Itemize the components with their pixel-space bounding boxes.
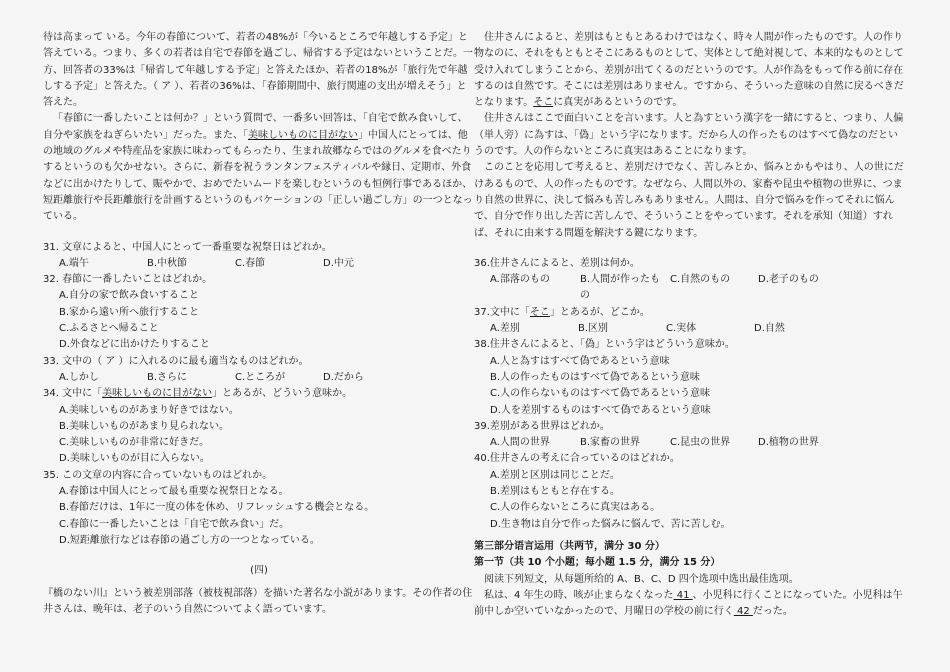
option-c[interactable]: C.人の作らないものはすべて偽であるという意味 (490, 388, 710, 400)
right-paragraph-1: 住井さんによると、差別はもともとあるわけではなく、時々人間が作ったものです。人の作り物なのに、それをもともとそこにあるものとして、実体として絶対視して、本来的なものとして受け入れてしまうことから、差別が出てくるのだというのです。人が作為をもって作る前に存在するのは自然です。そこには差別はありません。ですから、そういった意味の自然に戻るべきだとなります。そこに真実があるというのです。 (474, 32, 904, 109)
option-a[interactable]: A.美味しいものがあまり好きではない。 (59, 404, 239, 416)
option-a[interactable]: A.差別と区別は同じことだ。 (490, 469, 620, 481)
option-c[interactable]: C.春節に一番したいことは「自宅で飲み食い」だ。 (59, 518, 290, 530)
option-a[interactable]: A.端午 (59, 257, 89, 269)
underlined-phrase: 美味しいものに目がない (248, 129, 358, 141)
question-35 (43, 468, 475, 549)
option-d[interactable]: D.植物の世界 (758, 437, 819, 449)
option-d[interactable]: D.美味しいものが目に入らない。 (59, 453, 210, 465)
option-d[interactable]: D.人を差別するものはすべて偽であるという意味 (490, 404, 711, 416)
underlined-phrase: そこ (529, 306, 550, 318)
left-column (43, 30, 475, 618)
blank-42: 42 (733, 606, 753, 618)
question-39 (474, 419, 906, 452)
option-a[interactable]: A.差別 (490, 323, 520, 335)
part-three-title: 第三部分语言运用（共两节，满分 30 分） (474, 540, 665, 552)
blank-41: 41 (673, 589, 693, 601)
option-b[interactable]: B.中秋節 (147, 257, 188, 269)
question-stem: 39.差別がある世界はどれか。 (474, 420, 610, 432)
option-d[interactable]: D.短距離旅行などは春節の過ごし方の一つとなっている。 (59, 534, 320, 546)
question-stem: 35. この文章の内容に合っていないものはどれか。 (43, 469, 273, 481)
option-c[interactable]: C.ふるさとへ帰ること (59, 323, 159, 335)
question-stem: 32. 春節に一番したいことはどれか。 (43, 274, 213, 286)
option-c[interactable]: C.人の作らないところに真実はある。 (490, 502, 661, 514)
right-column (474, 30, 906, 620)
option-d[interactable]: D.だから (323, 371, 364, 383)
option-b[interactable]: B.家畜の世界 (580, 437, 641, 449)
question-32 (43, 272, 475, 353)
underlined-phrase: そこ (533, 97, 554, 109)
cloze-paragraph: 私は、4 年生の時、咳が止まらなくなった 41 、小児科に行くことになっていた。小児科は午前中しか空いていなかったので、月曜日の学校の前に行く 42 だった。 (474, 589, 903, 618)
question-33 (43, 354, 475, 387)
option-d[interactable]: D.中元 (323, 257, 354, 269)
option-a[interactable]: A.人間の世界 (490, 437, 550, 449)
option-a[interactable]: A.部落のもの (490, 274, 550, 286)
left-paragraph-2: 「春節に一番したいことは何か？」という質問で、一番多い回答は、「自宅で飲み食いして、自分や家族をねぎらいたい」だった。また、「美味しいものに目がない」中国人にとっては、他の地域のグルメや特産品を家族に味わってもらったり、生まれ故郷ならではのグルメを食べたりするというのも欠かせない。さらに、新春を祝うランタンフェスティバルや縁日、定期市、外食などに出かけたりして、賑やかで、おめでたいムードを楽しむというのも恒例行事であるほか、短距離旅行や長距離旅行を計画するというのもバケーションの「正しい過ごし方」の一つとなっている。 (43, 113, 473, 223)
option-c[interactable]: C.実体 (666, 323, 697, 335)
question-stem: 33. 文中の（ ア ）に入れるのに最も適当なものはどれか。 (43, 355, 309, 367)
option-b[interactable]: B.美味しいものがあまり見られない。 (59, 420, 230, 432)
left-paragraph-3: 『橋のない川』という被差別部落（被枝視部落）を描いた著名な小説があります。その作者の住井さんは、晩年は、老子のいう自然についてよく語っています。 (43, 587, 473, 615)
option-b[interactable]: B.春節だけは、1年に一度の体を休め、リフレッシュする機会となる。 (59, 502, 375, 514)
question-stem: 34. 文中に「美味しいものに目がない」とあるが、どういう意味か。 (43, 388, 353, 400)
question-40 (474, 451, 906, 532)
question-38 (474, 337, 906, 418)
option-d[interactable]: D.生き物は自分で作った悩みに悩んで、苦に苦しむ。 (490, 518, 731, 530)
section-one-title: 第一节（共 10 个小题；每小题 1.5 分，满分 15 分） (474, 557, 721, 569)
option-b[interactable]: B.人間が作ったもの (580, 274, 661, 302)
option-c[interactable]: C.ところが (235, 371, 286, 383)
question-stem: 38.住井さんによると、「偽」という字はどういう意味か。 (474, 339, 735, 351)
right-paragraph-2: 住井さんはここで面白いことを言います。人と為すという漢字を一緒にすると、つまり、人偏（単人旁）に為すは、「偽」という字になります。だから人の作ったものはすべて偽なのだというのです。人の作らないところに真実はあることになります。 (474, 113, 904, 158)
option-c[interactable]: C.自然のもの (670, 274, 731, 286)
option-a[interactable]: A.春節は中国人にとって最も重要な祝祭日となる。 (59, 486, 289, 498)
option-c[interactable]: C.美味しいものが非常に好きだ。 (59, 437, 210, 449)
question-stem: 40.住井さんの考えに合っているのはどれか。 (474, 453, 680, 465)
left-paragraph-1: 待は高まって いる。今年の春節について、若者の48%が「今いるところで年越しする予定」と答えている。つまり、多くの若者は自宅で春節を過ごし、帰省する予定はないということだ。一方、回答者の33%は「帰省して年越しする予定」と答えたほか、若者の18%が「旅行先で年越しする予定」と答えた。（ ア ）、若者の36%は、「春節期間中、旅行関連の支出が増えそう」と答えた。 (43, 32, 473, 109)
option-d[interactable]: D.自然 (754, 323, 785, 335)
right-paragraph-3: このことを応用して考えると、差別だけでなく、苦しみとか、悩みとかもやはり、人の世にだけあるもので、人の作ったものです。なぜなら、人間以外の、家畜や昆虫や植物の世界に、つまり自然の世界に、決して悩みも苦しみもありません。人間は、自分で悩みを作ってそれに悩んで、自分で作り出した苦に苦しんで、そういうことをやっています。それを承知（知道）すれば、それに由来する問題を解決する鍵になります。 (474, 162, 904, 239)
option-c[interactable]: C.昆虫の世界 (670, 437, 731, 449)
option-a[interactable]: A.しかし (59, 371, 99, 383)
option-b[interactable]: B.区別 (578, 323, 609, 335)
instruction-text: 阅读下列短文，从每题所给的 A、B、C、D 四个选项中选出最佳选项。 (484, 573, 799, 585)
option-a[interactable]: A.自分の家で飲み食いすること (59, 290, 199, 302)
option-d[interactable]: D.外食などに出かけたりすること (59, 339, 210, 351)
question-31 (43, 240, 475, 273)
option-a[interactable]: A.人と為すはすべて偽であるという意味 (490, 355, 670, 367)
option-d[interactable]: D.老子のもの (758, 274, 819, 286)
question-stem: 37.文中に「そこ」とあるが、どこか。 (474, 306, 650, 318)
option-c[interactable]: C.春節 (235, 257, 266, 269)
question-36 (474, 256, 906, 305)
option-b[interactable]: B.さらに (147, 371, 188, 383)
question-34 (43, 386, 475, 467)
section-heading: (四) (250, 565, 268, 577)
option-b[interactable]: B.人の作ったものはすべて偽であるという意味 (490, 371, 700, 383)
underlined-phrase: 美味しいものに目がない (102, 388, 213, 400)
question-stem: 36.住井さんによると、差別は何か。 (474, 257, 640, 269)
question-stem: 31. 文章によると、中国人にとって一番重要な祝祭日はどれか。 (43, 241, 332, 253)
option-b[interactable]: B.差別はもともと存在する。 (490, 486, 621, 498)
option-b[interactable]: B.家から遠い所へ旅行すること (59, 306, 200, 318)
question-37 (474, 305, 906, 338)
